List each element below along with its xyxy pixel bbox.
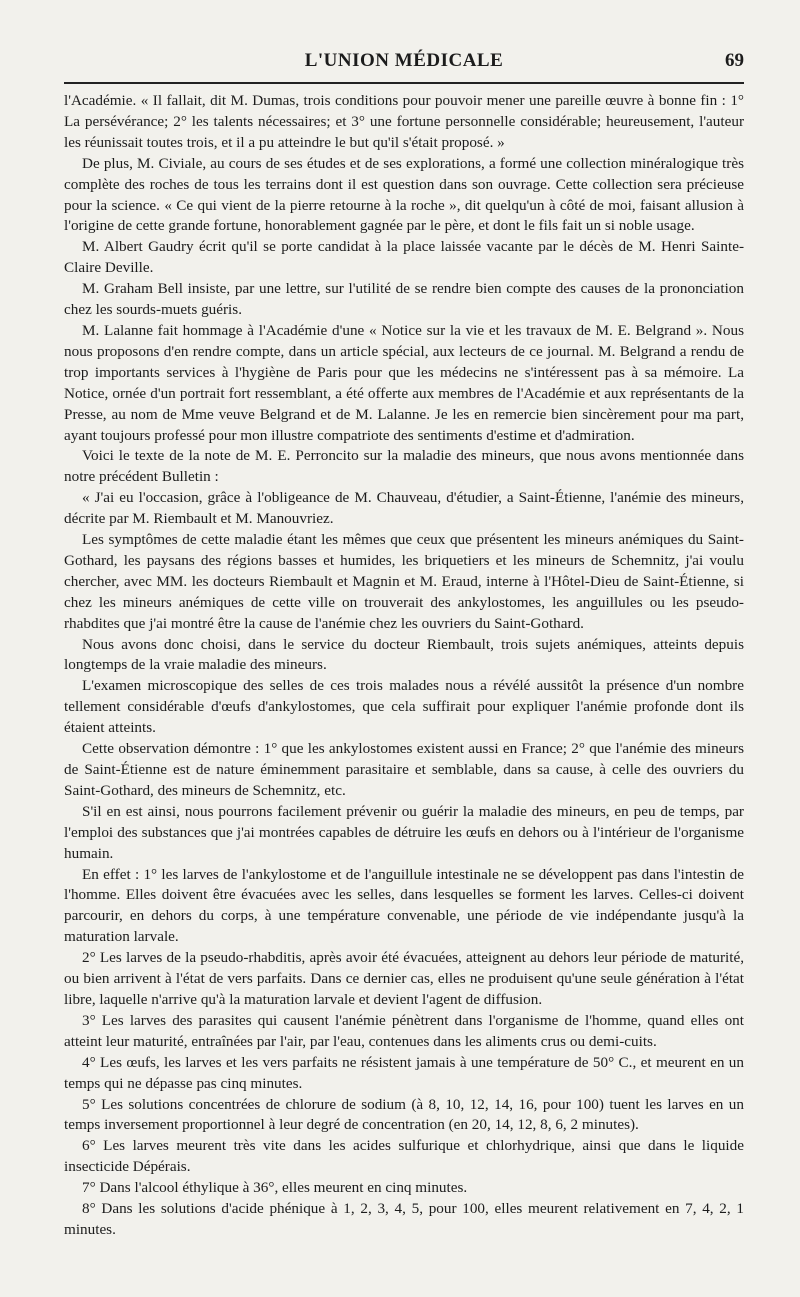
paragraph-prevention: S'il en est ainsi, nous pourrons facilement prévenir ou guérir la maladie des mineurs, en peu de temps, par l'emploi des substances que j'ai montrées capables de détruire les œufs en dehors ou à l'intérieur de l'organisme humain.	[64, 802, 744, 862]
paragraph-point-7: 7° Dans l'alcool éthylique à 36°, elles meurent en cinq minutes.	[82, 1179, 468, 1197]
paragraph-graham-bell: M. Graham Bell insiste, par une lettre, sur l'utilité de se rendre bien compte des causes de la prononciation chez les sourds-muets guéris.	[64, 280, 744, 319]
paragraph-lalanne: M. Lalanne fait hommage à l'Académie d'une « Notice sur la vie et les travaux de M. E. Belgrand ». Nous nous proposons d'en rendre compte, dans un article spécial, aux lecteurs de ce journal. M. Belgrand a rendu de trop importants services à l'hygiène de Paris pour que les médecins ne s'intéressent pas à sa mémoire. La Notice, ornée d'un portrait fort ressemblant, a été offerte aux membres de l'Académie et aux représentants de la Presse, au nom de Mme veuve Belgrand et de M. Lalanne. Je les en remercie bien sincèrement pour ma part, ayant toujours professé pour mon illustre compatriote des sentiments d'estime et d'admiration.	[64, 321, 744, 444]
paragraph-quote-start: « J'ai eu l'occasion, grâce à l'obligeance de M. Chauveau, d'étudier, a Saint-Étienne, l'anémie des mineurs, décrite par M. Riembault et M. Manouvriez.	[64, 489, 744, 528]
paragraph-civiale: De plus, M. Civiale, au cours de ses études et de ses explorations, a formé une collection minéralogique très complète des roches de tous les terrains dont il est question dans son ouvrage. Cette collection sera précieuse pour la science. « Ce qui vient de la pierre retourne à la roche », dit quelqu'un à côté de moi, faisant allusion à l'origine de cette grande fortune, honorablement gagnée par le père, et dont le fils fait un si noble usage.	[64, 154, 744, 235]
header-rule	[64, 82, 744, 84]
paragraph-point-3: 3° Les larves des parasites qui causent l'anémie pénètrent dans l'organisme de l'homme, quand elles ont atteint leur maturité, entraînées par l'air, par l'eau, contenues dans les aliments crus ou demi-cuits.	[64, 1011, 744, 1050]
paragraph-point-5: 5° Les solutions concentrées de chlorure de sodium (à 8, 10, 12, 14, 16, pour 100) tuent les larves en un temps inversement proportionnel à leur degré de concentration (en 20, 14, 12, 8, 6, 2 minutes).	[64, 1095, 744, 1134]
paragraph-point-2: 2° Les larves de la pseudo-rhabditis, après avoir été évacuées, atteignent au dehors leur période de maturité, ou bien arrivent à l'état de vers parfaits. Dans ce dernier cas, elles ne produisent qu'une seule génération à l'état libre, laquelle n'arrive qu'à la maturation larvale et devient l'agent de diffusion.	[64, 949, 744, 1008]
paragraph-examination: L'examen microscopique des selles de ces trois malades nous a révélé aussitôt la présence d'un nombre tellement considérable d'œufs d'ankylostomes, que cela suffirait pour expliquer l'anémie profonde dont ils étaient atteints.	[64, 677, 744, 737]
paragraph-point-6: 6° Les larves meurent très vite dans les acides sulfurique et chlorhydrique, ainsi que dans le liquide insecticide Dépérais.	[64, 1137, 744, 1176]
paragraph-point-8: 8° Dans les solutions d'acide phénique à 1, 2, 3, 4, 5, pour 100, elles meurent relativement en 7, 4, 2, 1 minutes.	[64, 1200, 744, 1238]
paragraph-gaudry: M. Albert Gaudry écrit qu'il se porte candidat à la place laissée vacante par le décès de M. Henri Sainte-Claire Deville.	[64, 238, 744, 277]
running-title: L'UNION MÉDICALE	[304, 50, 504, 71]
page-number: 69	[725, 50, 744, 71]
paragraph-subjects: Nous avons donc choisi, dans le service du docteur Riembault, trois sujets anémiques, atteints depuis longtemps de la vraie maladie des mineurs.	[64, 635, 744, 674]
paragraph-continuation: l'Académie. « Il fallait, dit M. Dumas, trois conditions pour pouvoir mener une pareille œuvre à bonne fin : 1° La persévérance; 2° les talents nécessaires; et 3° une fortune personnelle considérable; heureusement, l'auteur les réunissait toutes trois, et il a pu atteindre le but qu'il s'était proposé. »	[64, 92, 744, 151]
page-header	[64, 44, 744, 84]
paragraph-observation: Cette observation démontre : 1° que les ankylostomes existent aussi en France; 2° que l'anémie des mineurs de Saint-Étienne est de nature éminemment parasitaire et semblable, dans sa cause, à celle des ouvriers du Saint-Gothard, des mineurs de Schemnitz, etc.	[64, 740, 744, 799]
article-body	[64, 91, 744, 1241]
paragraph-point-1: En effet : 1° les larves de l'ankylostome et de l'anguillule intestinale ne se développent pas dans l'intestin de l'homme. Elles doivent être évacuées avec les selles, dans lesquelles se forment les larves. Celles-ci doivent parcourir, en dehors du corps, à une température convenable, une période de vie indépendante jusqu'à la maturation larvale.	[64, 865, 744, 946]
paragraph-symptoms: Les symptômes de cette maladie étant les mêmes que ceux que présentent les mineurs anémiques du Saint-Gothard, les paysans des régions basses et humides, les briquetiers et les mineurs de Schemnitz, j'ai voulu chercher, avec MM. les docteurs Riembault et Magnin et M. Eraud, interne à l'Hôtel-Dieu de Saint-Étienne, si chez les mineurs anémiques de cette ville on trouverait des ankylostomes, les anguillules ou les pseudo-rhabdites que j'ai montré être la cause de l'anémie chez les ouvriers du Saint-Gothard.	[64, 531, 744, 632]
paragraph-point-4: 4° Les œufs, les larves et les vers parfaits ne résistent jamais à une température de 50° C., et meurent en un temps qui ne dépasse pas cinq minutes.	[64, 1053, 744, 1092]
paragraph-perroncito-intro: Voici le texte de la note de M. E. Perroncito sur la maladie des mineurs, que nous avons mentionnée dans notre précédent Bulletin :	[64, 447, 744, 486]
